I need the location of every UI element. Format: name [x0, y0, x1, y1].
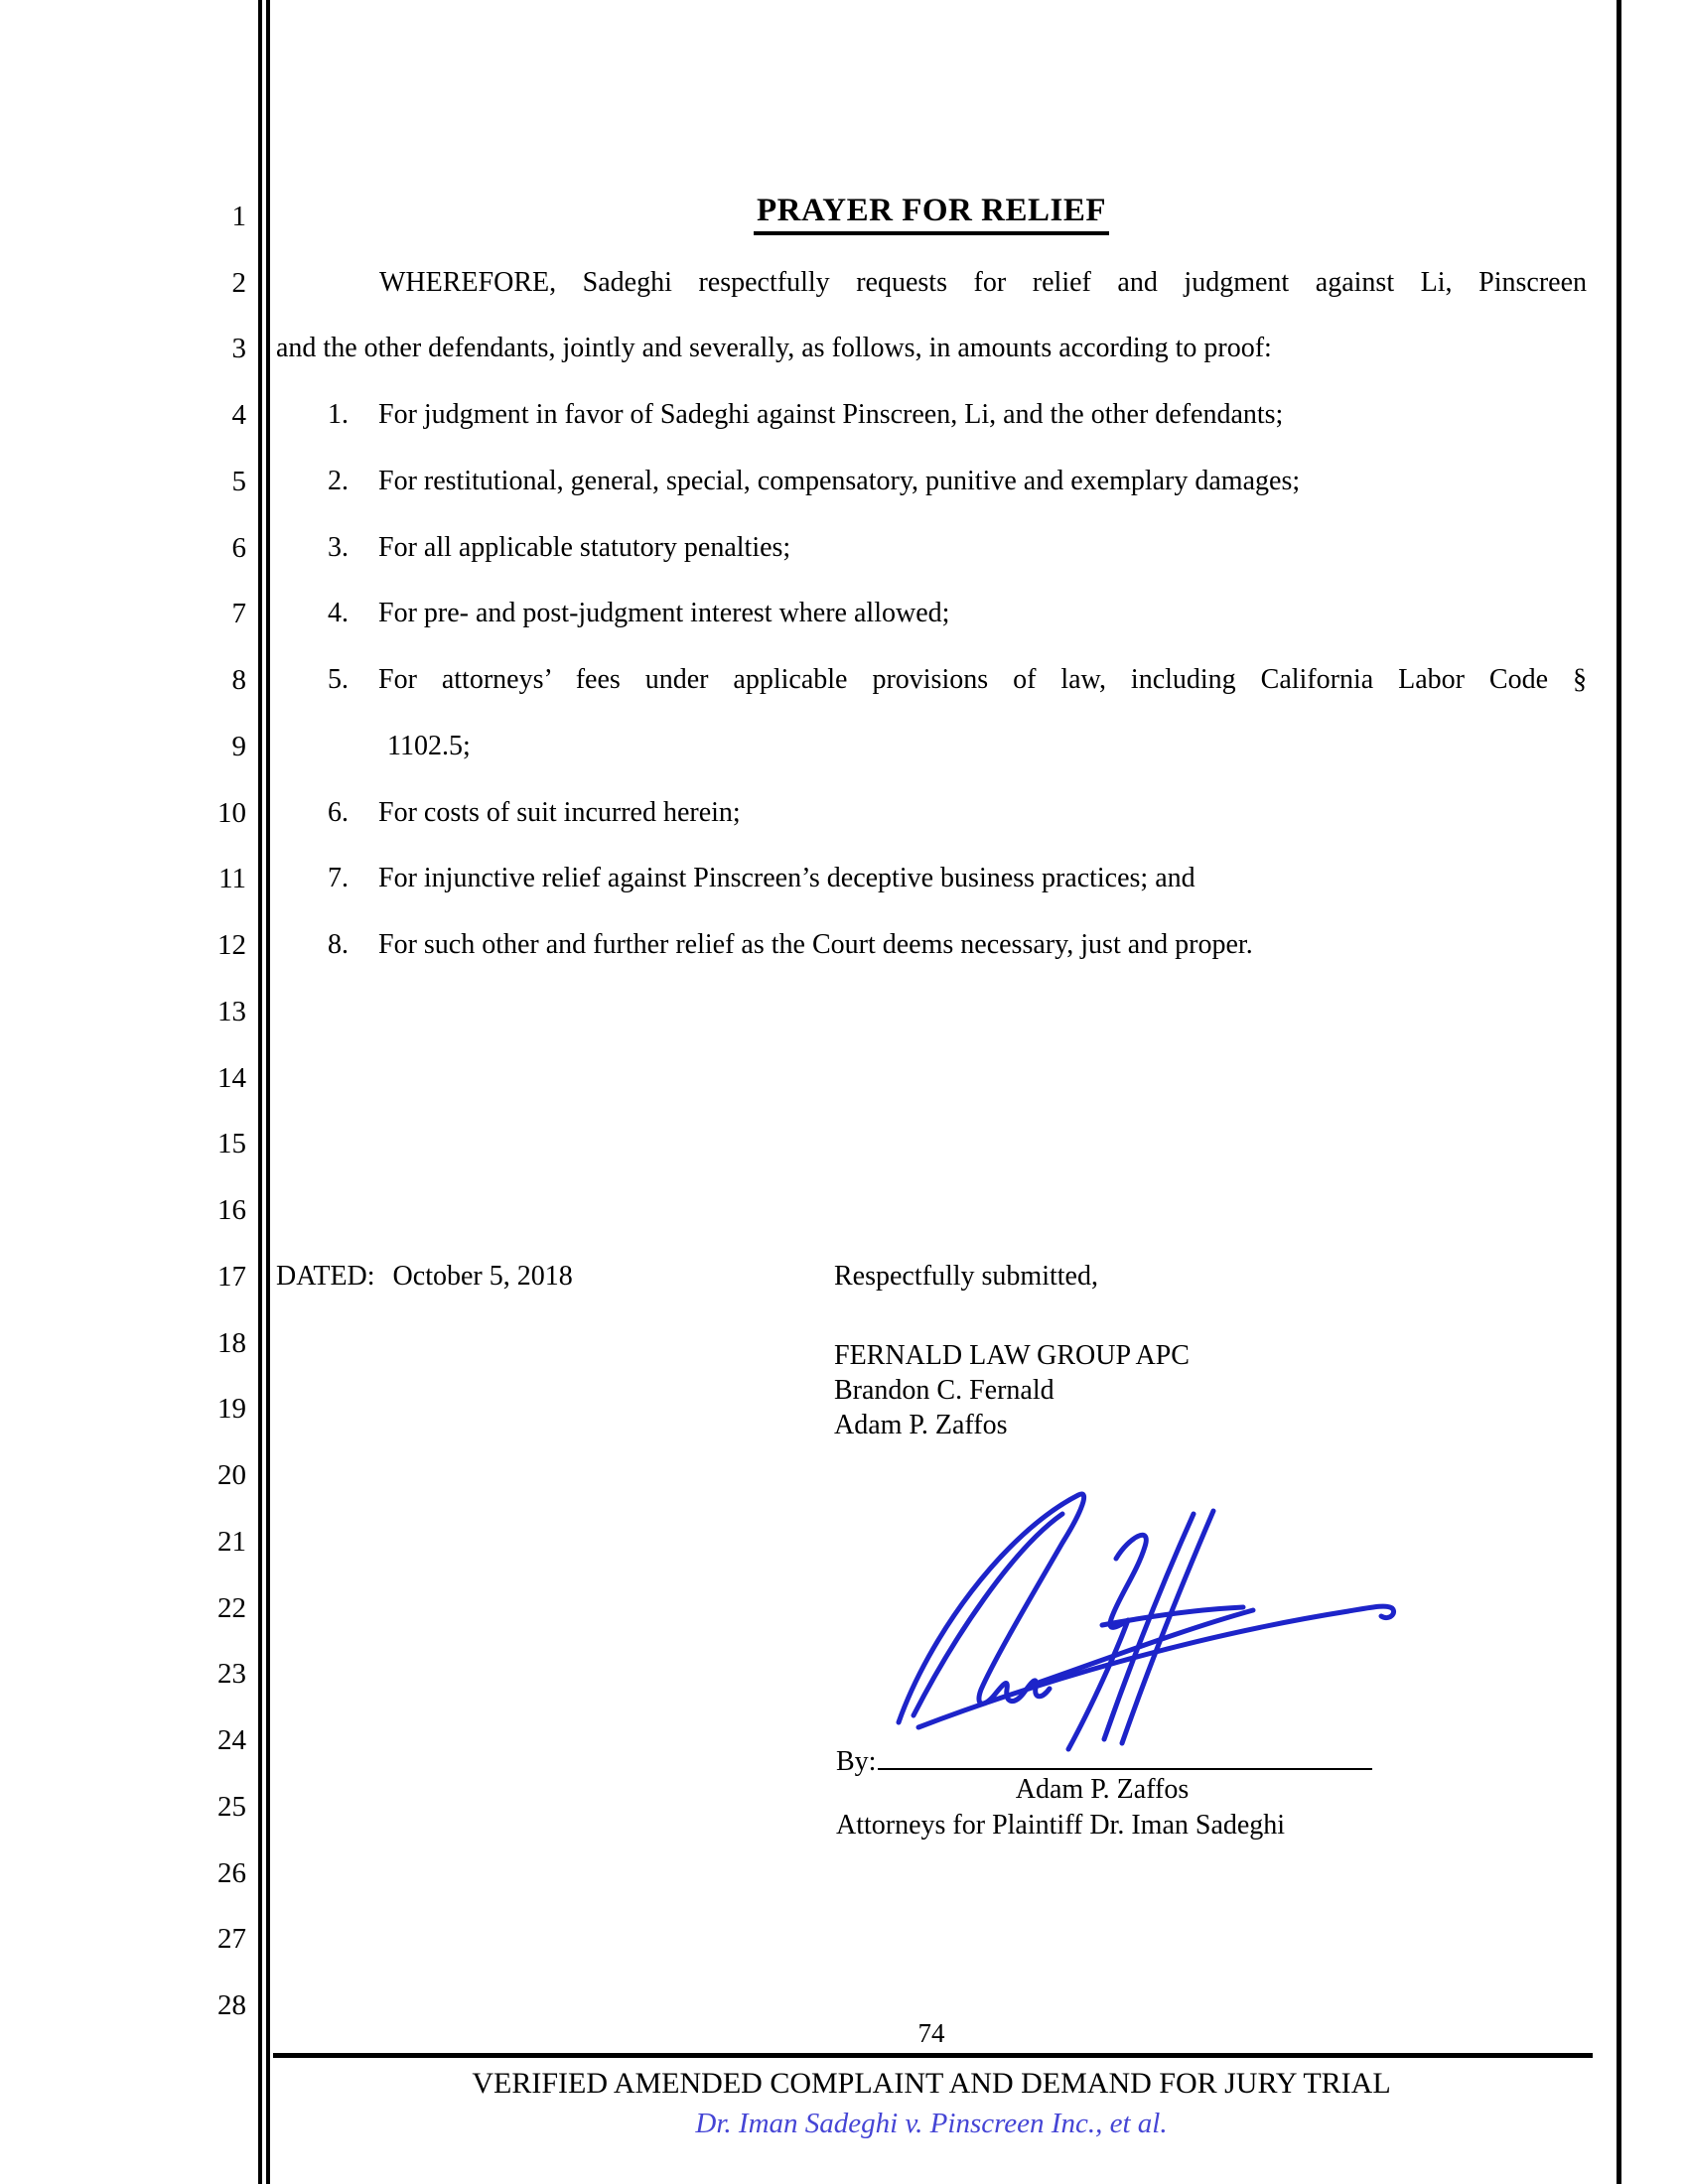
relief-item-text: For all applicable statutory penalties;: [378, 532, 791, 563]
line-number: 10: [217, 796, 246, 829]
line-number: 1: [231, 201, 246, 232]
relief-item-text: For restitutional, general, special, compensatory, punitive and exemplary damages;: [378, 466, 1301, 496]
line-number: 18: [217, 1326, 246, 1359]
line-number: 11: [218, 863, 246, 895]
line-number: 9: [231, 730, 246, 762]
signature-line: [878, 1768, 1372, 1770]
line-number: 12: [217, 929, 246, 962]
line-number: 8: [231, 664, 246, 697]
relief-item-text: For pre- and post-judgment interest where allowed;: [378, 598, 950, 628]
relief-item-number: 8.: [328, 929, 349, 960]
relief-item-text: For attorneys’ fees under applicable provisions of law, including California Labor Code §: [378, 664, 1587, 695]
respectfully-submitted: Respectfully submitted,: [834, 1261, 1098, 1292]
firm-name: FERNALD LAW GROUP APC: [834, 1340, 1190, 1371]
line-number: 5: [231, 465, 246, 497]
line-number: 17: [217, 1260, 246, 1293]
intro-line-2: and the other defendants, jointly and severally, as follows, in amounts according to proof:: [276, 333, 1272, 363]
line-number: 3: [231, 333, 246, 365]
line-number: 20: [217, 1459, 246, 1492]
page-title: PRAYER FOR RELIEF: [754, 193, 1109, 235]
left-margin-rule-inner: [266, 0, 270, 2184]
line-number: 22: [217, 1591, 246, 1624]
line-number: 16: [217, 1194, 246, 1227]
footer-case-name: Dr. Iman Sadeghi v. Pinscreen Inc., et al.: [695, 2108, 1168, 2139]
left-margin-rule-outer: [258, 0, 262, 2184]
dated-row: [276, 1257, 573, 1297]
relief-item-number: 1.: [328, 399, 349, 430]
line-number: 2: [231, 266, 246, 299]
dated-label: DATED:: [276, 1261, 375, 1292]
line-number: 13: [217, 995, 246, 1027]
section-heading-row: [276, 191, 1587, 232]
signatory-name: Adam P. Zaffos: [1015, 1774, 1190, 1805]
line-number: 28: [217, 1988, 246, 2021]
right-margin-rule: [1617, 0, 1621, 2184]
by-label: By:: [836, 1746, 877, 1777]
line-number: 4: [231, 399, 246, 432]
relief-item-number: 5.: [328, 664, 349, 695]
relief-item-number: 7.: [328, 863, 349, 893]
footer-title: VERIFIED AMENDED COMPLAINT AND DEMAND FOR JURY TRIAL: [472, 2067, 1391, 2100]
relief-item-text: For judgment in favor of Sadeghi against Pinscreen, Li, and the other defendants;: [378, 399, 1284, 430]
relief-item-number: 6.: [328, 797, 349, 828]
line-number-rail: [167, 0, 246, 2184]
footer-page-number: 74: [917, 2018, 945, 2048]
line-number: 25: [217, 1790, 246, 1823]
relief-item-text: For injunctive relief against Pinscreen’s deceptive business practices; and: [378, 863, 1196, 893]
line-number: 7: [231, 598, 246, 630]
line-number: 23: [217, 1658, 246, 1691]
relief-item-text: For such other and further relief as the Court deems necessary, just and proper.: [378, 929, 1253, 960]
line-number: 27: [217, 1923, 246, 1956]
footer-rule: [273, 2053, 1593, 2058]
signatory-title: Attorneys for Plaintiff Dr. Iman Sadeghi: [836, 1810, 1286, 1841]
dated-date: October 5, 2018: [392, 1261, 573, 1292]
line-number: 15: [217, 1128, 246, 1160]
line-number: 21: [217, 1525, 246, 1558]
intro-line-1: WHEREFORE, Sadeghi respectfully requests for relief and judgment against Li, Pinscreen: [379, 267, 1587, 298]
relief-item-number: 4.: [328, 598, 349, 628]
line-number: 6: [231, 531, 246, 564]
relief-item-number: 2.: [328, 466, 349, 496]
attorney-name: Adam P. Zaffos: [834, 1410, 1008, 1440]
relief-item-number: 3.: [328, 532, 349, 563]
relief-item-text-continued: 1102.5;: [387, 731, 471, 761]
line-number: 24: [217, 1724, 246, 1757]
firm-block: [834, 1338, 1190, 1442]
signature-image: [884, 1479, 1400, 1757]
line-number: 19: [217, 1393, 246, 1426]
relief-item-text: For costs of suit incurred herein;: [378, 797, 741, 828]
line-number: 26: [217, 1856, 246, 1889]
line-number: 14: [217, 1061, 246, 1094]
attorney-name: Brandon C. Fernald: [834, 1375, 1055, 1406]
